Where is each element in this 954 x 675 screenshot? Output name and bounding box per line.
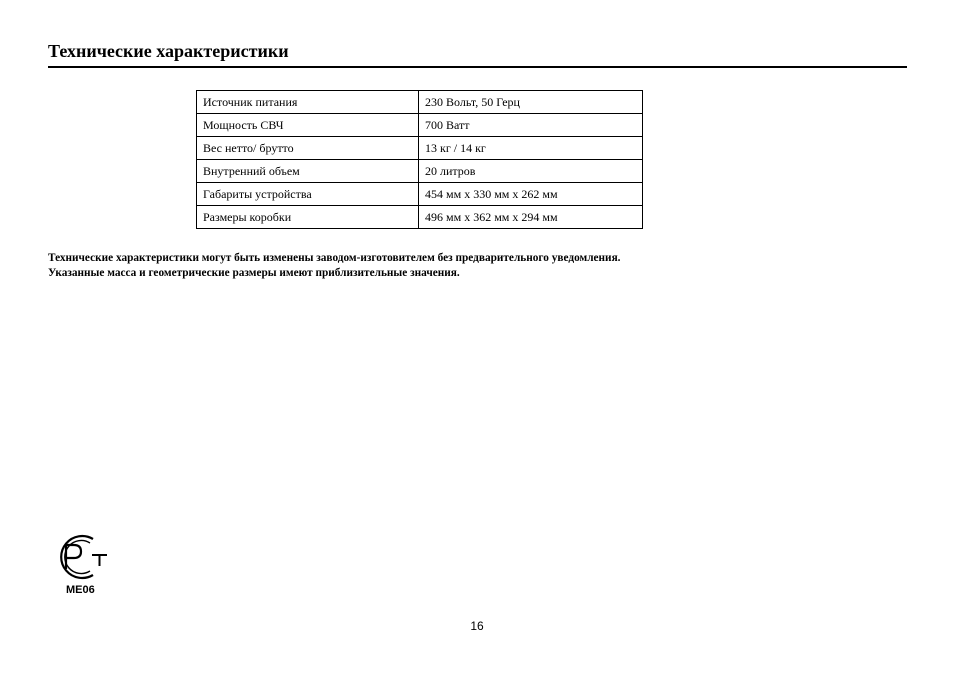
page-title: Технические характеристики: [48, 41, 289, 61]
spec-value: 13 кг / 14 кг: [419, 137, 643, 160]
spec-value: 700 Ватт: [419, 114, 643, 137]
certification-code: МЕ06: [66, 584, 95, 596]
disclaimer-line: Указанные масса и геометрические размеры имеют приблизительные значения.: [48, 267, 460, 279]
table-row: [197, 206, 643, 229]
spec-value: 20 литров: [419, 160, 643, 183]
table-row: [197, 183, 643, 206]
table-row: [197, 137, 643, 160]
disclaimer-line: Технические характеристики могут быть изменены заводом-изготовителем без предварительного уведомления.: [48, 252, 621, 264]
specifications-table: [196, 90, 643, 229]
spec-value: 496 мм х 362 мм х 294 мм: [419, 206, 643, 229]
spec-param: Источник питания: [197, 91, 419, 114]
spec-param: Габариты устройства: [197, 183, 419, 206]
spec-value: 454 мм х 330 мм х 262 мм: [419, 183, 643, 206]
spec-param: Размеры коробки: [197, 206, 419, 229]
spec-param: Внутренний объем: [197, 160, 419, 183]
rst-certification-mark-icon: [55, 533, 109, 581]
spec-param: Вес нетто/ брутто: [197, 137, 419, 160]
spec-value: 230 Вольт, 50 Герц: [419, 91, 643, 114]
table-row: [197, 160, 643, 183]
table-row: [197, 91, 643, 114]
disclaimer-notes: [48, 251, 621, 281]
table-row: [197, 114, 643, 137]
title-divider: [48, 66, 907, 68]
page-number: 16: [470, 619, 484, 633]
spec-param: Мощность СВЧ: [197, 114, 419, 137]
